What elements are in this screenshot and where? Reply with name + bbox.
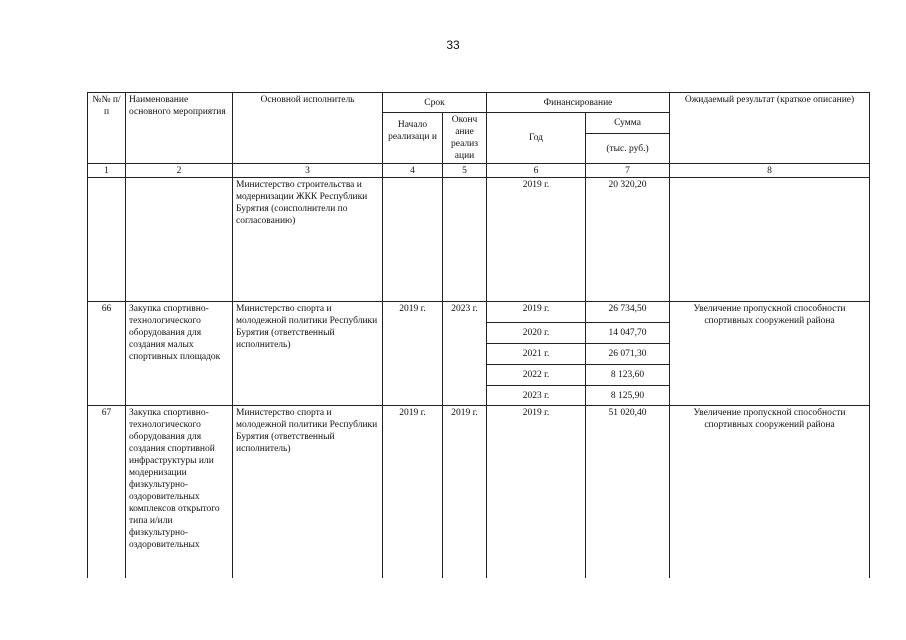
row67-year: 2019 г.: [487, 406, 586, 578]
cont-year: 2019 г.: [487, 178, 586, 302]
row66-fin-sum-2: 14 047,70: [586, 323, 670, 344]
col-num-8: 8: [670, 164, 870, 178]
row66-result: Увеличение пропускной способности спортивных сооружений района: [670, 302, 870, 406]
row67-end: 2019 г.: [443, 406, 487, 578]
col-num-7: 7: [586, 164, 670, 178]
row66-num: 66: [88, 302, 126, 406]
table-row: [88, 178, 870, 302]
col-num-5: 5: [443, 164, 487, 178]
table-row: [88, 406, 870, 578]
col-num-4: 4: [383, 164, 443, 178]
row66-fin-sum-5: 8 125,90: [586, 386, 670, 406]
header-term: Срок: [383, 93, 487, 113]
header-sum: Сумма: [586, 113, 670, 134]
row66-start: 2019 г.: [383, 302, 443, 406]
header-start: Начало реализаци и: [383, 113, 443, 164]
header-sum-unit: (тыс. руб.): [586, 134, 670, 164]
row66-fin-year-1: 2019 г.: [487, 302, 586, 323]
row66-fin-sum-4: 8 123,60: [586, 365, 670, 386]
cont-end-cell: [443, 178, 487, 302]
col-num-6: 6: [487, 164, 586, 178]
header-year: Год: [487, 113, 586, 164]
row67-result: Увеличение пропускной способности спортивных сооружений района: [670, 406, 870, 578]
cont-num-cell: [88, 178, 126, 302]
column-number-row: [88, 164, 870, 178]
program-table: [87, 92, 870, 578]
row66-fin-sum-1: 26 734,50: [586, 302, 670, 323]
header-result: Ожидаемый результат (краткое описание): [670, 93, 870, 164]
table-row: [88, 302, 870, 323]
row67-sum: 51 020,40: [586, 406, 670, 578]
col-num-1: 1: [88, 164, 126, 178]
header-end: Оконч ание реализ ации: [443, 113, 487, 164]
page-number: 33: [446, 38, 460, 52]
cont-sum: 20 320,20: [586, 178, 670, 302]
row66-fin-year-3: 2021 г.: [487, 344, 586, 365]
cont-executor: Министерство строительства и модернизации ЖКК Республики Бурятия (соисполнители по согласованию): [233, 178, 383, 302]
row66-name: Закупка спортивно-технологического оборудования для создания малых спортивных площадок: [126, 302, 233, 406]
cont-start-cell: [383, 178, 443, 302]
row66-executor: Министерство спорта и молодежной политики Республики Бурятия (ответственный исполнитель): [233, 302, 383, 406]
cont-name-cell: [126, 178, 233, 302]
row67-start: 2019 г.: [383, 406, 443, 578]
row67-executor: Министерство спорта и молодежной политики Республики Бурятия (ответственный исполнитель): [233, 406, 383, 578]
row67-name: Закупка спортивно-технологического оборудования для создания спортивной инфраструктуры или модернизации физкультурно-оздоровительных комплексов открытого типа и/или физкультурно-оздоровительных: [126, 406, 233, 578]
row66-end: 2023 г.: [443, 302, 487, 406]
header-row-1: [88, 93, 870, 113]
row66-fin-year-5: 2023 г.: [487, 386, 586, 406]
header-executor: Основной исполнитель: [233, 93, 383, 164]
header-financing: Финансирование: [487, 93, 670, 113]
col-num-3: 3: [233, 164, 383, 178]
header-num: №№ п/п: [88, 93, 126, 164]
row66-fin-sum-3: 26 071,30: [586, 344, 670, 365]
header-name: Наименование основного мероприятия: [126, 93, 233, 164]
row66-fin-year-4: 2022 г.: [487, 365, 586, 386]
col-num-2: 2: [126, 164, 233, 178]
cont-result-cell: [670, 178, 870, 302]
row67-num: 67: [88, 406, 126, 578]
row66-fin-year-2: 2020 г.: [487, 323, 586, 344]
